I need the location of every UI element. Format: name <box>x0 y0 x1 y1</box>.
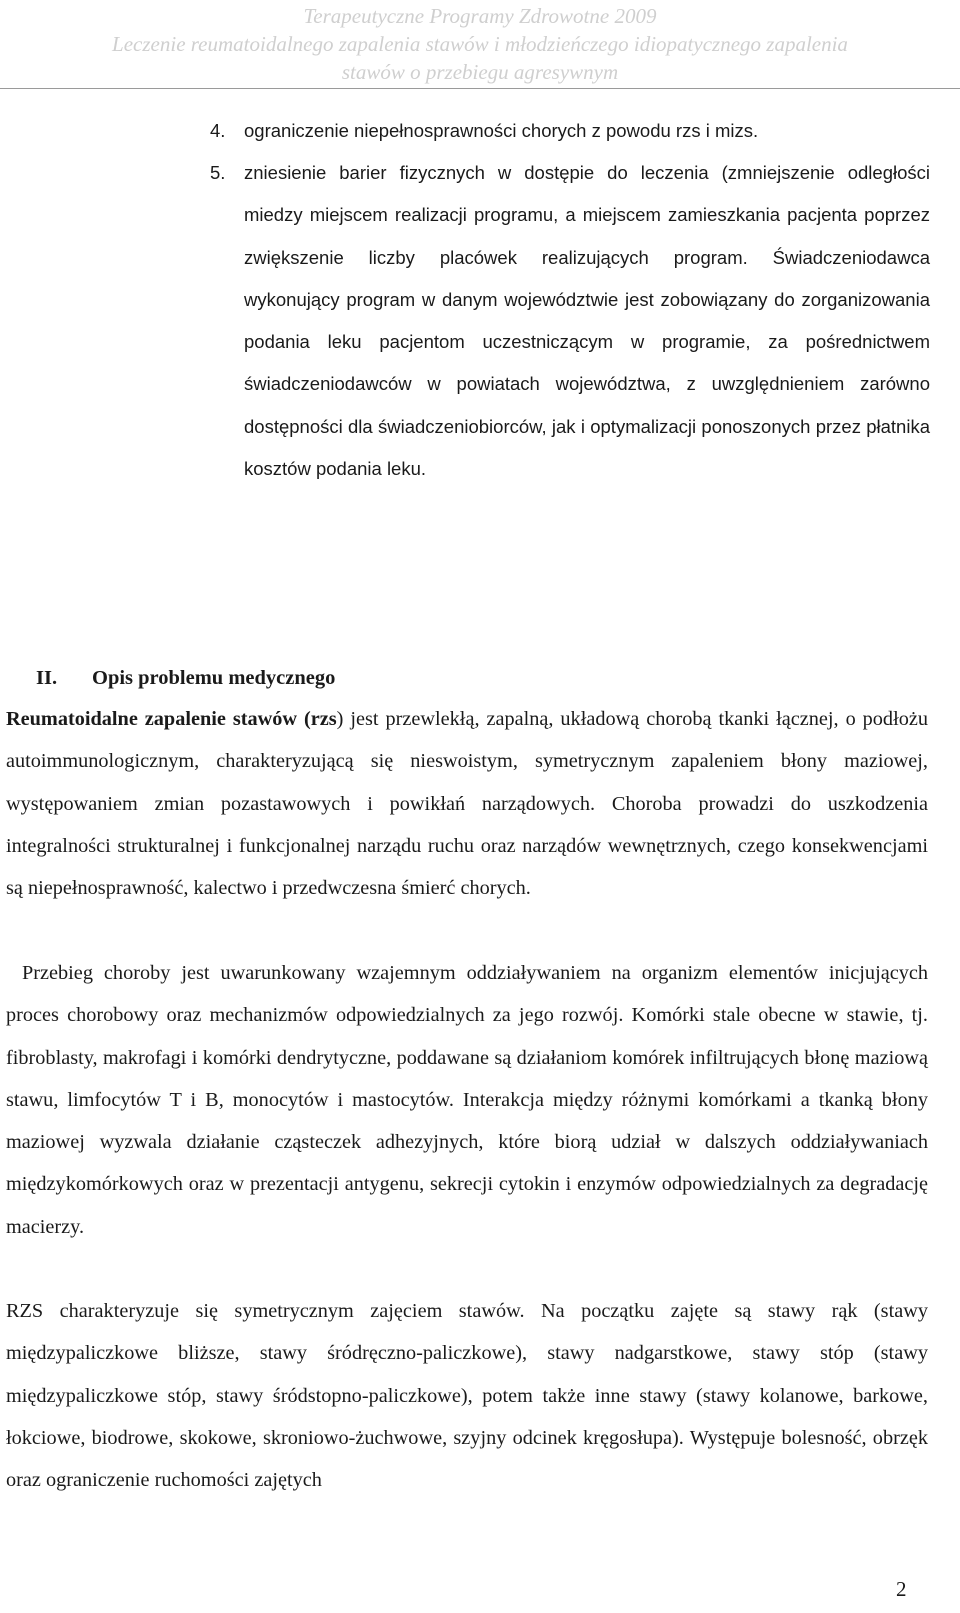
header-subtitle-line2: stawów o przebiegu agresywnym <box>341 60 619 84</box>
section-heading <box>36 660 335 696</box>
header-title: Terapeutyczne Programy Zdrowotne 2009 <box>303 4 657 28</box>
page-number: 2 <box>896 1577 907 1601</box>
header-subtitle-line1: Leczenie reumatoidalnego zapalenia stawów i młodzieńczego idiopatycznego zapalenia <box>112 32 848 56</box>
list-item-number: 4. <box>210 120 226 141</box>
list-item-text: ograniczenie niepełnosprawności chorych z powodu rzs i mizs. <box>244 120 759 141</box>
paragraph-bold-lead: Reumatoidalne zapalenie stawów (rzs <box>6 708 337 730</box>
list-item-text: zniesienie barier fizycznych w dostępie do leczenia (zmniejszenie odległości miedzy miejscem realizacji programu, a miejscem zamieszkania pacjenta poprzez zwiększenie liczby placówek realizujących program. Świadczeniodawca wykonujący program w danym województwie jest zobowiązany do zorganizowania podania leku pacjentom uczestniczącym w programie, za pośrednictwem świadczeniodawców w powiatach województwa, z uwzględnieniem zarówno dostępności dla świadczeniobiorców, jak i optymalizacji ponoszonych przez płatnika kosztów podania leku. <box>244 162 930 480</box>
section-title: Opis problemu medycznego <box>92 667 336 689</box>
paragraph-symptoms: RZS charakteryzuje się symetrycznym zajęciem stawów. Na początku zajęte są stawy rąk (stawy międzypaliczkowe bliższe, stawy śródręczno-paliczkowe), stawy nadgarstkowe, stawy stóp (stawy międzypaliczkowe stóp, stawy śródstopno-paliczkowe), potem także inne stawy (stawy kolanowe, barkowe, łokciowe, biodrowe, skokowe, skroniowo-żuchwowe, szyjny odcinek kręgosłupa). Występuje bolesność, obrzęk oraz ograniczenie ruchomości zajętych <box>6 1300 928 1492</box>
paragraph-course: Przebieg choroby jest uwarunkowany wzajemnym oddziaływaniem na organizm elementów inicjujących proces chorobowy oraz mechanizmów odpowiedzialnych za jego rozwój. Komórki stale obecne w stawie, tj. fibroblasty, makrofagi i komórki dendrytyczne, poddawane są działaniom komórek infiltrujących błonę maziową stawu, limfocytów T i B, monocytów i mastocytów. Interakcja między różnymi komórkami a tkanką błony maziowej wyzwala działanie cząsteczek adhezyjnych, które biorą udział w dalszych oddziaływaniach międzykomórkowych oraz w prezentacji antygenu, sekrecji cytokin i enzymów odpowiedzialnych za degradację macierzy. <box>6 962 928 1238</box>
list-item <box>210 110 930 152</box>
list-item <box>210 152 930 490</box>
list-item-number: 5. <box>210 162 226 183</box>
paragraph-text: ) jest przewlekłą, zapalną, układową chorobą tkanki łącznej, o podłożu autoimmunologicznym, charakteryzującą się nieswoistym, symetrycznym zapaleniem błony maziowej, występowaniem zmian pozastawowych i powikłań narządowych. Choroba prowadzi do uszkodzenia integralności strukturalnej i funkcjonalnej narządu ruchu oraz narządów wewnętrznych, czego konsekwencjami są niepełnosprawność, kalectwo i przedwczesna śmierć chorych. <box>6 708 928 900</box>
page-header <box>0 0 960 89</box>
paragraph-definition <box>6 698 928 909</box>
section-number: II. <box>36 667 58 689</box>
